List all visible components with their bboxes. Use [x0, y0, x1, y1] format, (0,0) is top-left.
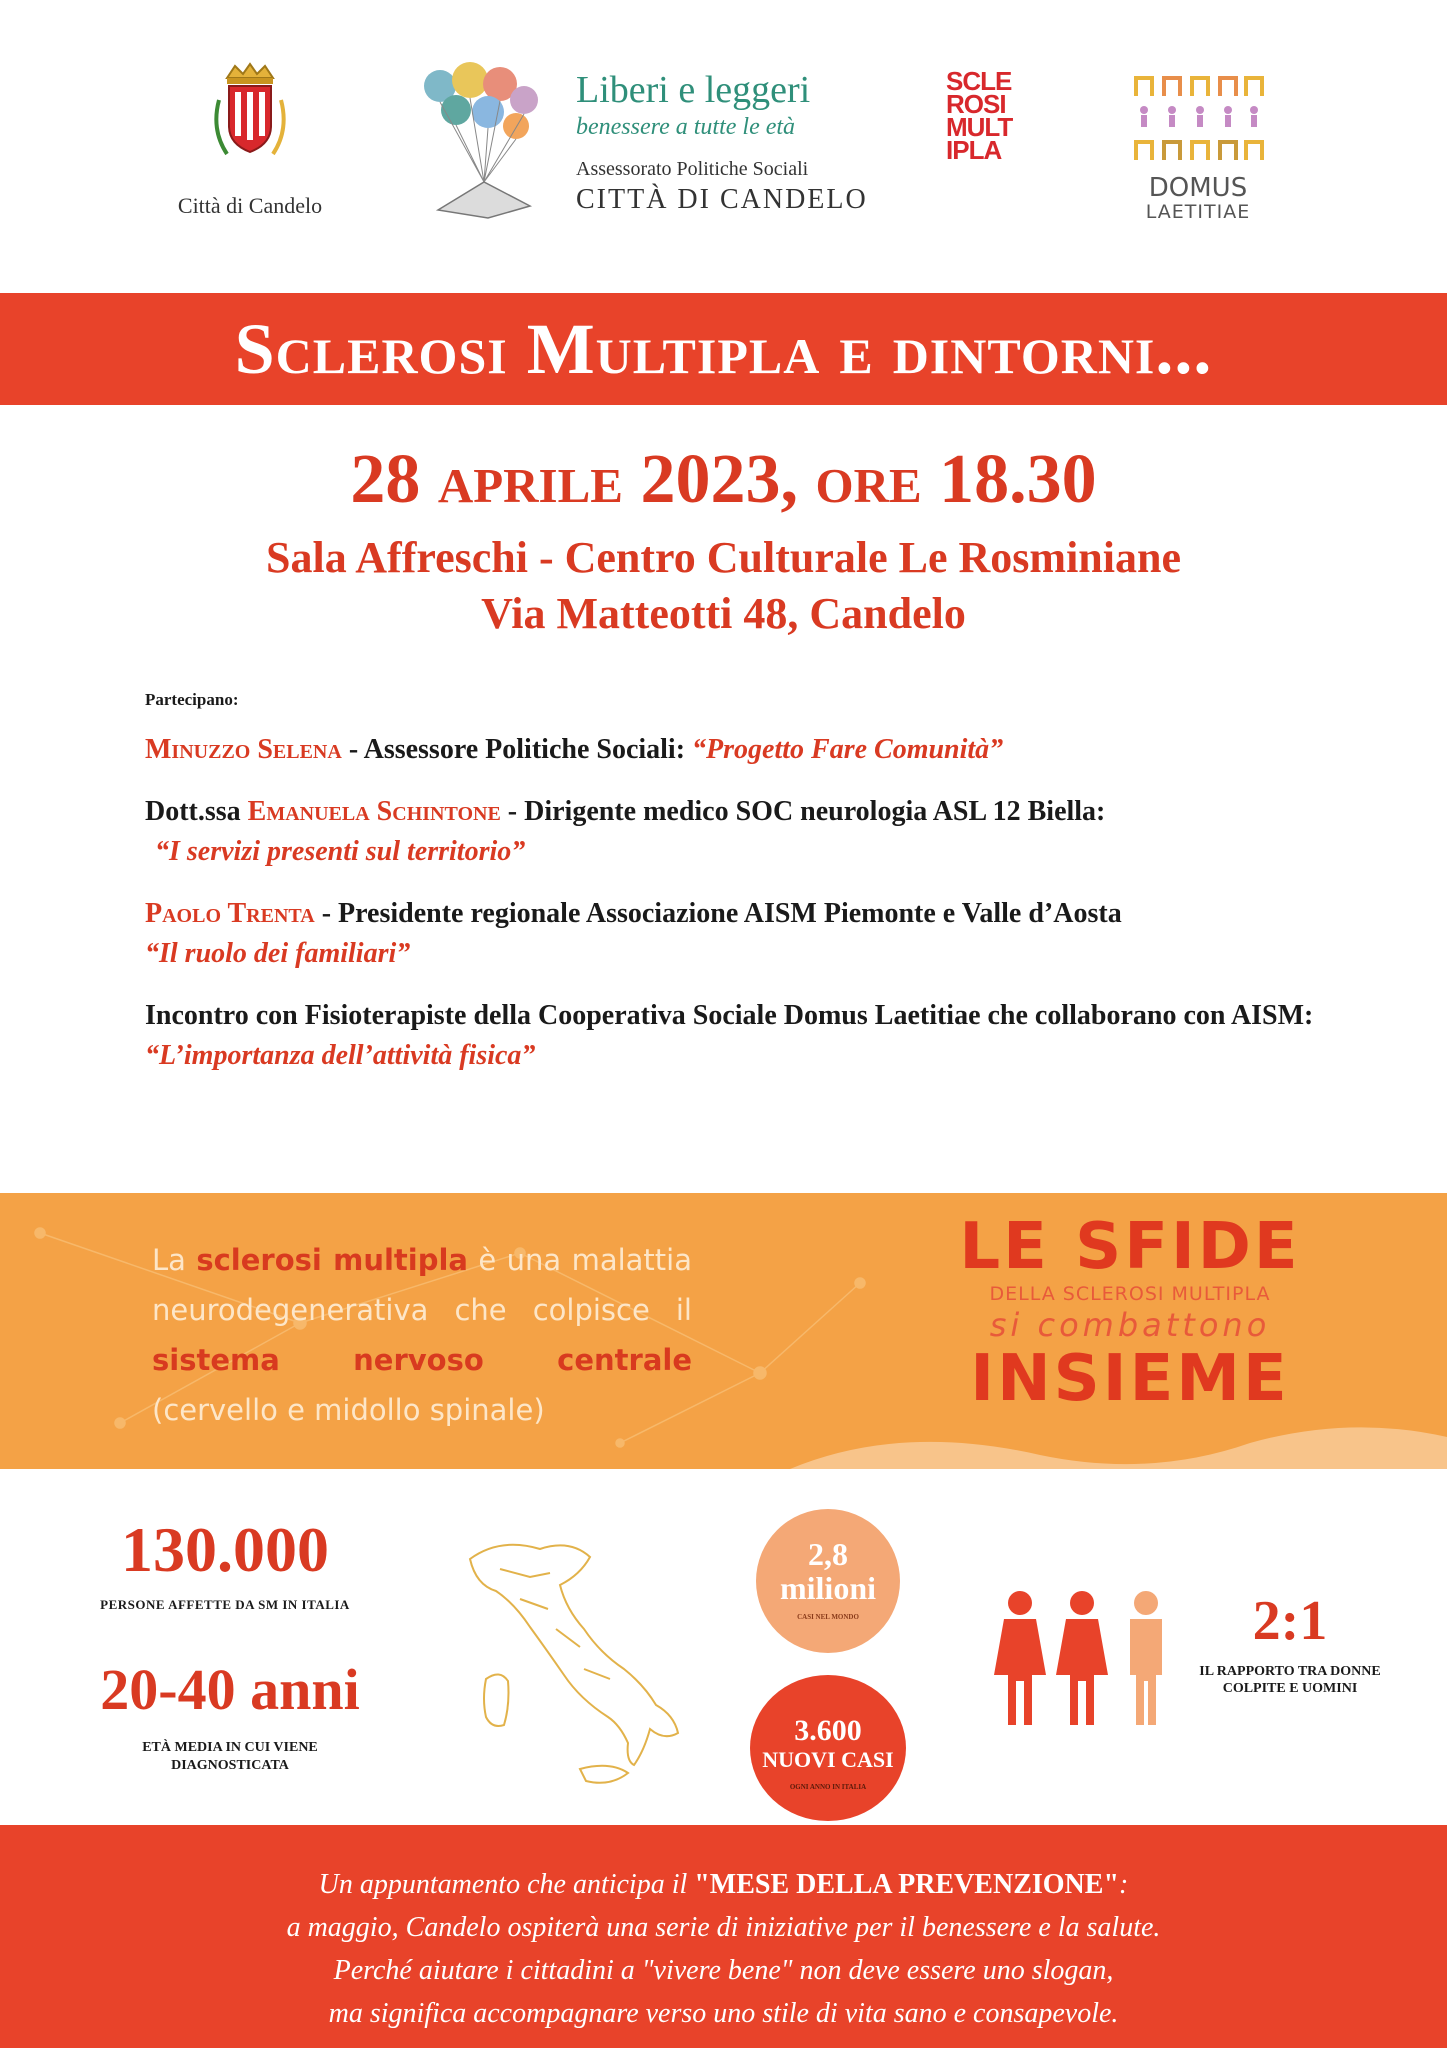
participant-3-talk: “Il ruolo dei familiari” [145, 938, 411, 969]
stat-people-affected-caption: PERSONE AFFETTE DA SM IN ITALIA [100, 1597, 350, 1612]
citta-label: CITTÀ DI CANDELO [576, 184, 868, 215]
statistics-section [0, 1469, 1447, 1825]
sm-logo-line-3: MULT [946, 112, 1013, 142]
balloons-icon [418, 60, 548, 230]
sclerosi-multipla-logo [946, 66, 1056, 240]
coat-of-arms-icon [205, 60, 295, 170]
domus-laetitiae-logo [1128, 68, 1268, 248]
footer-line-1b: "MESE DELLA PREVENZIONE" [694, 1869, 1119, 1900]
liberi-text-block [576, 68, 876, 218]
footer-line-4: ma significa accompagnare verso uno stile di vita sano e consapevole. [328, 1998, 1119, 2029]
ms-desc-part-3: (cervello e midollo spinale) [152, 1393, 545, 1427]
stat-new-cases-number: 3.600 [794, 1714, 862, 1747]
liberi-title: Liberi e leggeri [576, 69, 811, 111]
logo-row [0, 0, 1447, 290]
sm-logo-line-2: ROSI [946, 89, 1006, 119]
participant-2-prefix: Dott.ssa [145, 796, 248, 827]
participant-4-talk: “L’importanza dell’attività fisica” [145, 1040, 536, 1071]
women-men-ratio-icon [990, 1589, 1180, 1729]
stat-world-cases-circle [756, 1509, 900, 1653]
participant-2-role: - Dirigente medico SOC neurologia ASL 12 Biella: [500, 796, 1106, 827]
participant-1-role: - Assessore Politiche Sociali: [341, 734, 693, 765]
liberi-subtitle: benessere a tutte le età [576, 114, 796, 140]
event-title: Sclerosi Multipla e dintorni... [234, 308, 1213, 389]
participant-3-role: - Presidente regionale Associazione AISM Piemonte e Valle d’Aosta [314, 898, 1122, 929]
participant-4 [145, 996, 1325, 1076]
houses-people-icon [1128, 68, 1268, 164]
domus-name: DOMUS [1148, 173, 1248, 203]
stat-new-cases-circle [750, 1675, 906, 1821]
ms-desc-part-1: La [152, 1243, 197, 1277]
event-details [0, 440, 1447, 642]
citta-di-candelo-logo [160, 60, 340, 219]
title-band [0, 293, 1447, 405]
ms-desc-highlight-1: sclerosi multipla [196, 1243, 468, 1277]
ms-desc-highlight-2: sistema nervoso centrale [152, 1343, 692, 1377]
footer-line-1c: : [1119, 1869, 1129, 1900]
sfide-line-3: si combattono [989, 1306, 1271, 1344]
ms-desc-part-2: è una malattia neurodegenerativa che colpisce il [152, 1243, 692, 1327]
participant-2 [145, 792, 1325, 872]
stat-world-cases-unit: milioni [779, 1570, 876, 1606]
participant-2-name: Emanuela Schintone [247, 796, 501, 827]
participant-2-talk: “I servizi presenti sul territorio” [155, 836, 526, 867]
italy-map-icon [460, 1529, 690, 1799]
event-date: 28 aprile 2023, ore 18.30 [350, 441, 1097, 518]
ms-description [152, 1235, 692, 1435]
stat-people-affected: 130.000 [121, 1514, 329, 1585]
sm-logo-line-1: SCLE [946, 66, 1012, 96]
participant-1-name: Minuzzo Selena [145, 734, 342, 765]
stat-new-cases-caption: OGNI ANNO IN ITALIA [789, 1783, 867, 1791]
domus-subtitle: LAETITIAE [1145, 201, 1251, 223]
stat-world-cases-caption: CASI NEL MONDO [797, 1613, 859, 1621]
participants-label: Partecipano: [145, 690, 239, 709]
le-sfide-block [940, 1210, 1320, 1416]
participant-4-text: Incontro con Fisioterapiste della Cooperativa Sociale Domus Laetitiae che collaborano con AISM: [145, 1000, 1314, 1031]
sfide-line-2: DELLA SCLEROSI MULTIPLA [989, 1283, 1271, 1305]
participant-1 [145, 730, 1325, 770]
stat-new-cases-label: NUOVI CASI [762, 1747, 894, 1772]
sm-logo-line-4: IPLA [946, 135, 1002, 165]
stat-diagnosis-age: 20-40 anni [100, 1657, 360, 1722]
footer-line-2: a maggio, Candelo ospiterà una serie di iniziative per il benessere e la salute. [286, 1912, 1161, 1943]
stat-world-cases-number: 2,8 [808, 1536, 848, 1572]
stat-diagnosis-age-caption: ETÀ MEDIA IN CUI VIENE DIAGNOSTICATA [142, 1740, 318, 1773]
participant-3-name: Paolo Trenta [145, 898, 315, 929]
participants-section [145, 690, 1325, 1098]
participant-1-talk: “Progetto Fare Comunità” [692, 734, 1004, 765]
venue-line-1: Sala Affreschi - Centro Culturale Le Rosminiane [266, 533, 1181, 582]
footer-line-1a: Un appuntamento che anticipa il [318, 1869, 695, 1900]
liberi-e-leggeri-logo [418, 60, 878, 260]
stat-gender-ratio-caption: IL RAPPORTO TRA DONNE COLPITE E UOMINI [1199, 1664, 1381, 1696]
stat-gender-ratio: 2:1 [1252, 1590, 1328, 1652]
info-band [0, 1193, 1447, 1469]
venue-line-2: Via Matteotti 48, Candelo [481, 589, 966, 638]
sfide-line-4: INSIEME [970, 1342, 1290, 1416]
participant-3 [145, 894, 1325, 974]
footer-line-3: Perché aiutare i cittadini a "vivere bene" non deve essere uno slogan, [333, 1955, 1114, 1986]
sfide-line-1: LE SFIDE [959, 1210, 1301, 1284]
assessorato-label: Assessorato Politiche Sociali [576, 158, 809, 180]
footer-line-1 [0, 1863, 1447, 1906]
candelo-logo-caption: Città di Candelo [177, 193, 323, 218]
footer-band [0, 1825, 1447, 2048]
